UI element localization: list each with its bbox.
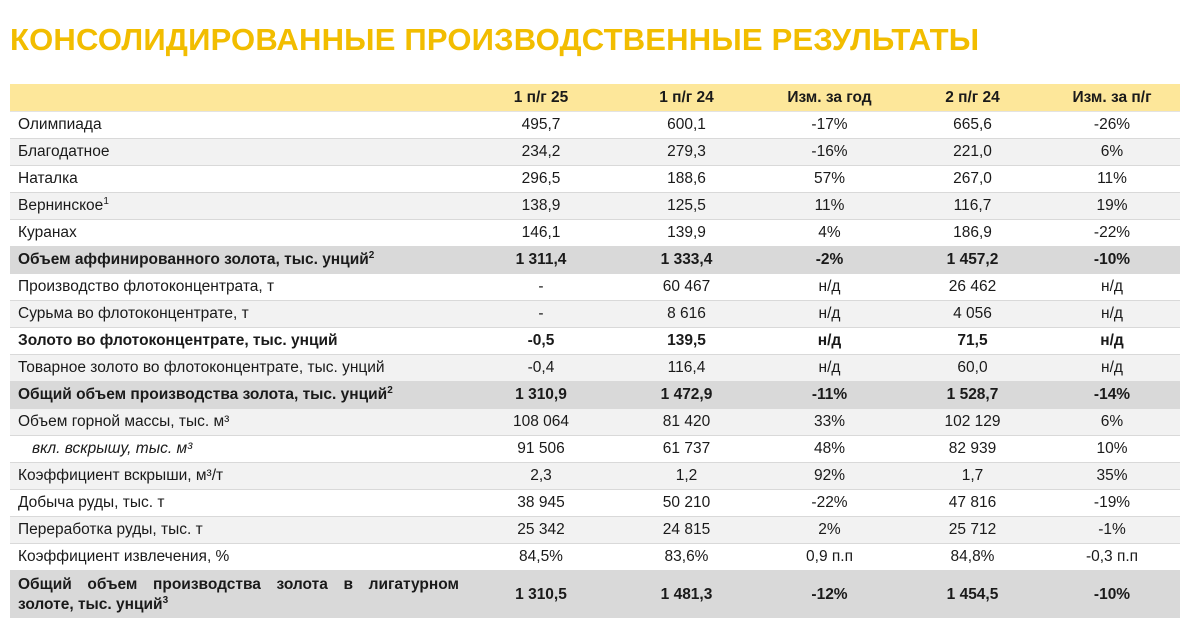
table-row <box>10 274 1180 301</box>
table-cell: 25 342 <box>467 517 615 544</box>
table-cell: 139,9 <box>615 220 758 247</box>
row-label-text: Общий объем производства золота в лигатурном золоте, тыс. унций <box>18 575 459 613</box>
table-cell: 92% <box>758 463 901 490</box>
table-cell: 2% <box>758 517 901 544</box>
table-row <box>10 382 1180 409</box>
row-label-text: Вернинское <box>18 197 104 214</box>
table-cell: 1 472,9 <box>615 382 758 409</box>
row-label-text: Объем аффинированного золота, тыс. унций <box>18 251 369 268</box>
table-cell: 83,6% <box>615 544 758 571</box>
table-cell: - <box>467 274 615 301</box>
footnote-marker: 1 <box>103 195 109 207</box>
table-cell: 600,1 <box>615 112 758 139</box>
table-row <box>10 139 1180 166</box>
row-label <box>10 355 467 382</box>
table-cell: 6% <box>1044 409 1180 436</box>
row-label-text: Куранах <box>18 224 77 241</box>
row-label <box>10 220 467 247</box>
table-row <box>10 328 1180 355</box>
row-label <box>10 166 467 193</box>
table-cell: н/д <box>758 355 901 382</box>
column-header: 1 п/г 24 <box>615 84 758 112</box>
row-label-text: Сурьма во флотоконцентрате, т <box>18 305 249 322</box>
table-cell: -22% <box>1044 220 1180 247</box>
table-cell: 25 712 <box>901 517 1044 544</box>
table-cell: 50 210 <box>615 490 758 517</box>
row-label <box>10 247 467 274</box>
row-label-text: Общий объем производства золота, тыс. унций <box>18 386 388 403</box>
table-cell: -14% <box>1044 382 1180 409</box>
table-cell: -0,4 <box>467 355 615 382</box>
row-label <box>10 517 467 544</box>
table-cell: 60 467 <box>615 274 758 301</box>
table-cell: 0,9 п.п <box>758 544 901 571</box>
table-cell: 47 816 <box>901 490 1044 517</box>
table-cell: -22% <box>758 490 901 517</box>
table-cell: -26% <box>1044 112 1180 139</box>
table-cell: -0,5 <box>467 328 615 355</box>
table-cell: 91 506 <box>467 436 615 463</box>
table-cell: -16% <box>758 139 901 166</box>
table-cell: н/д <box>758 274 901 301</box>
page-title: КОНСОЛИДИРОВАННЫЕ ПРОИЗВОДСТВЕННЫЕ РЕЗУЛЬТАТЫ <box>10 22 980 57</box>
table-cell: 8 616 <box>615 301 758 328</box>
table-cell: 102 129 <box>901 409 1044 436</box>
table-row <box>10 490 1180 517</box>
table-cell: 1 333,4 <box>615 247 758 274</box>
table-cell: 1 310,9 <box>467 382 615 409</box>
table-cell: 2,3 <box>467 463 615 490</box>
table-cell: -17% <box>758 112 901 139</box>
table-cell: 125,5 <box>615 193 758 220</box>
table-row <box>10 247 1180 274</box>
table-cell: 279,3 <box>615 139 758 166</box>
row-label-text: Олимпиада <box>18 116 102 133</box>
table-cell: 139,5 <box>615 328 758 355</box>
table-cell: 495,7 <box>467 112 615 139</box>
production-results-table <box>10 84 1180 618</box>
table-cell: н/д <box>1044 355 1180 382</box>
row-label-text: Благодатное <box>18 143 110 160</box>
row-label-text: Переработка руды, тыс. т <box>18 521 203 538</box>
table-cell: 71,5 <box>901 328 1044 355</box>
column-header-label <box>10 84 467 112</box>
table-cell: 116,7 <box>901 193 1044 220</box>
table-row <box>10 355 1180 382</box>
table-row <box>10 544 1180 571</box>
table-cell: 33% <box>758 409 901 436</box>
row-label <box>10 463 467 490</box>
table-cell: -1% <box>1044 517 1180 544</box>
table-row <box>10 112 1180 139</box>
table-cell: 1 481,3 <box>615 571 758 618</box>
table-cell: 11% <box>1044 166 1180 193</box>
column-header: Изм. за п/г <box>1044 84 1180 112</box>
table-row <box>10 463 1180 490</box>
table-row <box>10 517 1180 544</box>
row-label-text: Золото во флотоконцентрате, тыс. унций <box>18 332 338 349</box>
table-cell: -10% <box>1044 571 1180 618</box>
table-row <box>10 436 1180 463</box>
table-row <box>10 409 1180 436</box>
table-cell: 665,6 <box>901 112 1044 139</box>
row-label <box>10 544 467 571</box>
row-label <box>10 274 467 301</box>
table-cell: н/д <box>758 301 901 328</box>
row-label-text: Добыча руды, тыс. т <box>18 494 165 511</box>
table-row <box>10 193 1180 220</box>
footnote-marker: 2 <box>368 249 375 261</box>
table-cell: 116,4 <box>615 355 758 382</box>
table-cell: 24 815 <box>615 517 758 544</box>
table-cell: 267,0 <box>901 166 1044 193</box>
table-cell: 146,1 <box>467 220 615 247</box>
table-cell: 4 056 <box>901 301 1044 328</box>
row-label <box>10 409 467 436</box>
table-row <box>10 301 1180 328</box>
table-cell: 6% <box>1044 139 1180 166</box>
column-header: Изм. за год <box>758 84 901 112</box>
table-cell: -11% <box>758 382 901 409</box>
row-label <box>10 571 467 618</box>
table-cell: н/д <box>1044 274 1180 301</box>
table-cell: 57% <box>758 166 901 193</box>
table-cell: 60,0 <box>901 355 1044 382</box>
table-header-row <box>10 84 1180 112</box>
table-cell: н/д <box>1044 328 1180 355</box>
row-label <box>10 193 467 220</box>
table-cell: 1 311,4 <box>467 247 615 274</box>
table-cell: 11% <box>758 193 901 220</box>
row-label-text: Товарное золото во флотоконцентрате, тыс. унций <box>18 359 385 376</box>
column-header: 2 п/г 24 <box>901 84 1044 112</box>
row-label <box>10 382 467 409</box>
row-label-text: Объем горной массы, тыс. м³ <box>18 413 230 430</box>
table-cell: -2% <box>758 247 901 274</box>
table-cell: 84,5% <box>467 544 615 571</box>
table-row <box>10 166 1180 193</box>
table-cell: 82 939 <box>901 436 1044 463</box>
table-cell: -10% <box>1044 247 1180 274</box>
row-label-text: вкл. вскрышу, тыс. м³ <box>32 440 193 457</box>
table-cell: 138,9 <box>467 193 615 220</box>
table-cell: 81 420 <box>615 409 758 436</box>
table-cell: 188,6 <box>615 166 758 193</box>
table-cell: 19% <box>1044 193 1180 220</box>
table-cell: 48% <box>758 436 901 463</box>
table-cell: 1,2 <box>615 463 758 490</box>
table-cell: 4% <box>758 220 901 247</box>
table-cell: 26 462 <box>901 274 1044 301</box>
row-label <box>10 112 467 139</box>
table-cell: 108 064 <box>467 409 615 436</box>
row-label <box>10 301 467 328</box>
table-cell: 61 737 <box>615 436 758 463</box>
table-row <box>10 220 1180 247</box>
row-label <box>10 139 467 166</box>
table-cell: 186,9 <box>901 220 1044 247</box>
table-cell: 296,5 <box>467 166 615 193</box>
table-cell: -12% <box>758 571 901 618</box>
table-cell: н/д <box>1044 301 1180 328</box>
footnote-marker: 2 <box>387 384 393 396</box>
table-cell: 38 945 <box>467 490 615 517</box>
footnote-marker: 3 <box>162 594 169 606</box>
table-cell: 1 454,5 <box>901 571 1044 618</box>
table-cell: -19% <box>1044 490 1180 517</box>
table-cell: 1 528,7 <box>901 382 1044 409</box>
table-cell: 1 310,5 <box>467 571 615 618</box>
row-label <box>10 490 467 517</box>
row-label-text: Коэффициент вскрыши, м³/т <box>18 467 224 484</box>
row-label <box>10 328 467 355</box>
row-label <box>10 436 467 463</box>
table-cell: 221,0 <box>901 139 1044 166</box>
table-cell: 1,7 <box>901 463 1044 490</box>
table-cell: - <box>467 301 615 328</box>
row-label-text: Производство флотоконцентрата, т <box>18 278 275 295</box>
row-label-text: Наталка <box>18 170 78 187</box>
column-header: 1 п/г 25 <box>467 84 615 112</box>
table-row <box>10 571 1180 618</box>
table-cell: -0,3 п.п <box>1044 544 1180 571</box>
table-cell: н/д <box>758 328 901 355</box>
row-label-text: Коэффициент извлечения, % <box>18 548 230 565</box>
table-cell: 84,8% <box>901 544 1044 571</box>
table-cell: 1 457,2 <box>901 247 1044 274</box>
table-cell: 234,2 <box>467 139 615 166</box>
table-cell: 35% <box>1044 463 1180 490</box>
table-cell: 10% <box>1044 436 1180 463</box>
